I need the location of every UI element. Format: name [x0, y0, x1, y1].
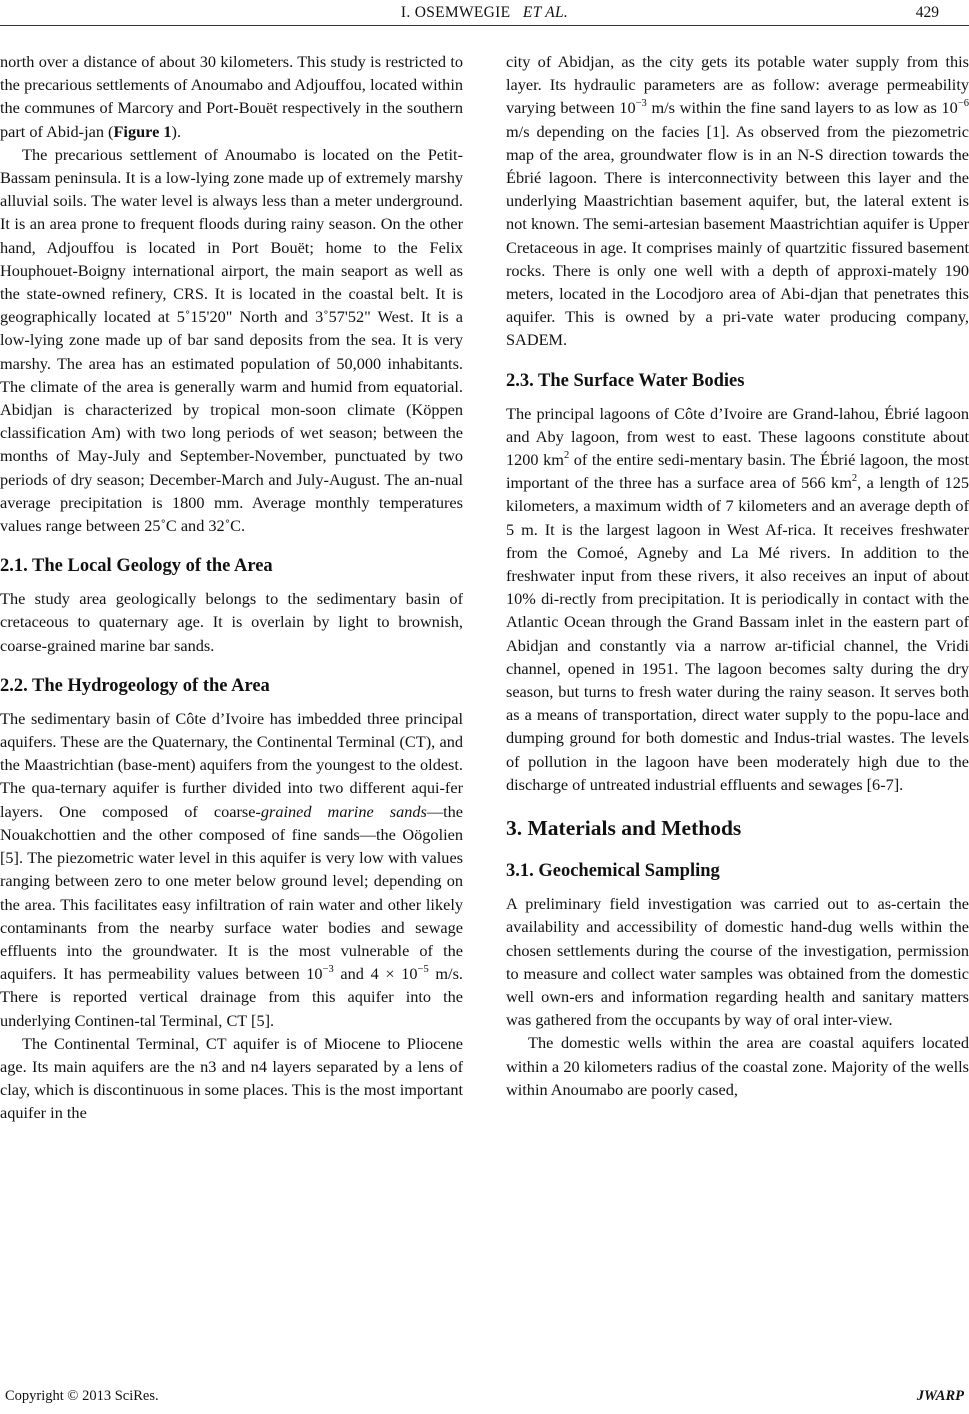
copyright-notice: Copyright © 2013 SciRes. [5, 1388, 159, 1404]
page-footer [0, 1388, 969, 1412]
section-heading-2-3: 2.3. The Surface Water Bodies [506, 370, 745, 391]
paragraph: The domestic wells within the area are coastal aquifers located within a 20 kilometers radius of the coastal zone. Majority of the wells within Anoumabo are poorly cased, [506, 1033, 969, 1099]
page-number: 429 [915, 4, 939, 21]
header-etal: ET AL. [522, 4, 569, 21]
paragraph [0, 707, 463, 1032]
running-header [0, 0, 969, 30]
text-run: m/s within the fine sand layers to as low as 10 [646, 98, 958, 118]
text-run: The principal lagoons of Côte d’Ivoire are Grand-lahou, Ébrié lagoon and Aby lagoon, from west to east. These lagoons constitute about 1200 km [506, 403, 969, 470]
superscript: 2 [851, 473, 858, 485]
section-heading-3: 3. Materials and Methods [506, 816, 742, 841]
header-rule [0, 25, 969, 26]
paragraph [0, 50, 463, 143]
text-run: city of Abidjan, as the city gets its potable water supply from this layer. Its hydraulic parameters are as follow: average permeability varying between 10 [506, 52, 969, 118]
running-title [0, 4, 969, 22]
paragraph: A preliminary field investigation was carried out to as-certain the availability and accessibility of domestic hand-dug wells within the chosen settlements during the course of the investigation, permission to measure and collect water samples was obtained from the domestic well own-ers and information regarding health and sanitary matters was gathered from the occupants by way of oral inter-view. [506, 894, 969, 1030]
paragraph: The study area geologically belongs to the sedimentary basin of cretaceous to quaternary age. It is overlain by light to brownish, coarse-grained marine bar sands. [0, 589, 463, 655]
section-heading-2-1: 2.1. The Local Geology of the Area [0, 556, 273, 577]
superscript: −5 [417, 964, 429, 976]
text-run: ). [171, 121, 182, 141]
right-column [506, 50, 969, 1101]
section-heading-2-2: 2.2. The Hydrogeology of the Area [0, 675, 270, 696]
paragraph [506, 50, 969, 352]
text-run: m/s. There is reported vertical drainage from this aquifer into the underlying Continen-tal Terminal, CT [5]. [0, 964, 463, 1030]
header-authors: I. OSEMWEGIE [400, 4, 511, 21]
superscript: 2 [563, 450, 570, 462]
paragraph: The precarious settlement of Anoumabo is located on the Petit-Bassam peninsula. It is a low-lying zone made up of extremely marshy alluvial soils. The water level is always less than a meter underground. It is an area prone to frequent floods during rainy season. On the other hand, Adjouffou is located in Port Bouët; home to the Felix Houphouet-Boigny international airport, the main seaport as well as the state-owned refinery, CRS. It is located in the coastal belt. It is geographically located at 5˚15'20" North and 3˚57'52" West. It is a low-lying zone made up of bar sand deposits from the sea. It is very marshy. The area has an estimated population of 50,000 inhabitants. The climate of the area is generally warm and humid from equatorial. Abidjan is characterized by tropical mon-soon climate (Köppen classification Am) with two long periods of wet season; between the months of May-July and September-November, punctuated by two periods of dry season; December-March and July-August. The an-nual average precipitation is 1800 mm. Average monthly temperatures values range between 25˚C and 32˚C. [0, 144, 463, 536]
section-heading-3-1: 3.1. Geochemical Sampling [506, 861, 720, 882]
italic-run: grained marine sands [260, 801, 427, 821]
superscript: −6 [957, 98, 969, 110]
text-run: m/s depending on the facies [1]. As observed from the piezometric map of the area, groundwater flow is in an N-S direction towards the Ébrié lagoon. There is interconnectivity between this layer and the underlying Maastrichtian basement aquifer, but, the lateral extent is not known. The semi-artesian basement Maastrichtian aquifer is Upper Cretaceous in age. It comprises mainly of quartzitic fissured basement rocks. There is only one well with a depth of approxi-mately 190 meters, located in the Locodjoro area of Abi-djan that penetrates this aquifer. This is owned by a pri-vate water producing company, SADEM. [506, 121, 969, 350]
text-run: and 4 × 10 [333, 964, 418, 984]
text-run: —the Nouakchottien and the other composed of fine sands—the Oögolien [5]. The piezometric water level in this aquifer is very low with values ranging between zero to one meter below ground level; depending on the area. This facilitates easy infiltration of rain water and other likely contaminants from the nearby surface water bodies and sewage effluents into the groundwater. It is the most vulnerable of the aquifers. It has permeability values between 10 [0, 801, 463, 984]
superscript: −3 [635, 98, 647, 110]
paragraph [506, 402, 969, 796]
journal-abbrev: JWARP [916, 1388, 964, 1404]
left-column [0, 50, 463, 1125]
superscript: −3 [322, 964, 334, 976]
figure-1-link[interactable]: Figure 1 [113, 121, 172, 141]
paragraph: The Continental Terminal, CT aquifer is of Miocene to Pliocene age. Its main aquifers are the n3 and n4 layers separated by a lens of clay, which is discontinuous in some places. This is the most important aquifer in the [0, 1033, 463, 1123]
text-run: of the entire sedi-mentary basin. The Ébrié lagoon, the most important of the three has a surface area of 566 km [506, 450, 969, 493]
text-run: The sedimentary basin of Côte d’Ivoire has imbedded three principal aquifers. These are the Quaternary, the Continental Terminal (CT), and the Maastrichtian (base-ment) aquifers from the youngest to the oldest. The qua-ternary aquifer is further divided into two different aqui-fer layers. One composed of coarse- [0, 708, 463, 821]
text-run: north over a distance of about 30 kilometers. This study is restricted to the precarious settlements of Anoumabo and Adjouffou, located within the communes of Marcory and Port-Bouët respectively in the southern part of Abid-jan ( [0, 52, 463, 141]
text-run: , a length of 125 kilometers, a maximum width of 7 kilometers and an average depth of 5 m. It is the largest lagoon in West Af-rica. It receives freshwater from the Comoé, Agneby and La Mé rivers. In addition to the freshwater input from these rivers, it also receives an input of about 10% di-rectly from precipitation. It is periodically in contact with the Atlantic Ocean through the Grand Bassam inlet in the eastern part of Abidjan and constantly via a narrow ar-tificial channel, the Vridi channel, opened in 1951. The lagoon becomes salty during the dry season, but turns to fresh water during the rainy season. It serves both as a means of transportation, direct water supply to the popu-lace and dumping ground for both domestic and Indus-trial wastes. The levels of pollution in the lagoon have been moderately high due to the discharge of untreated industrial effluents and sewages [6-7]. [506, 473, 969, 794]
